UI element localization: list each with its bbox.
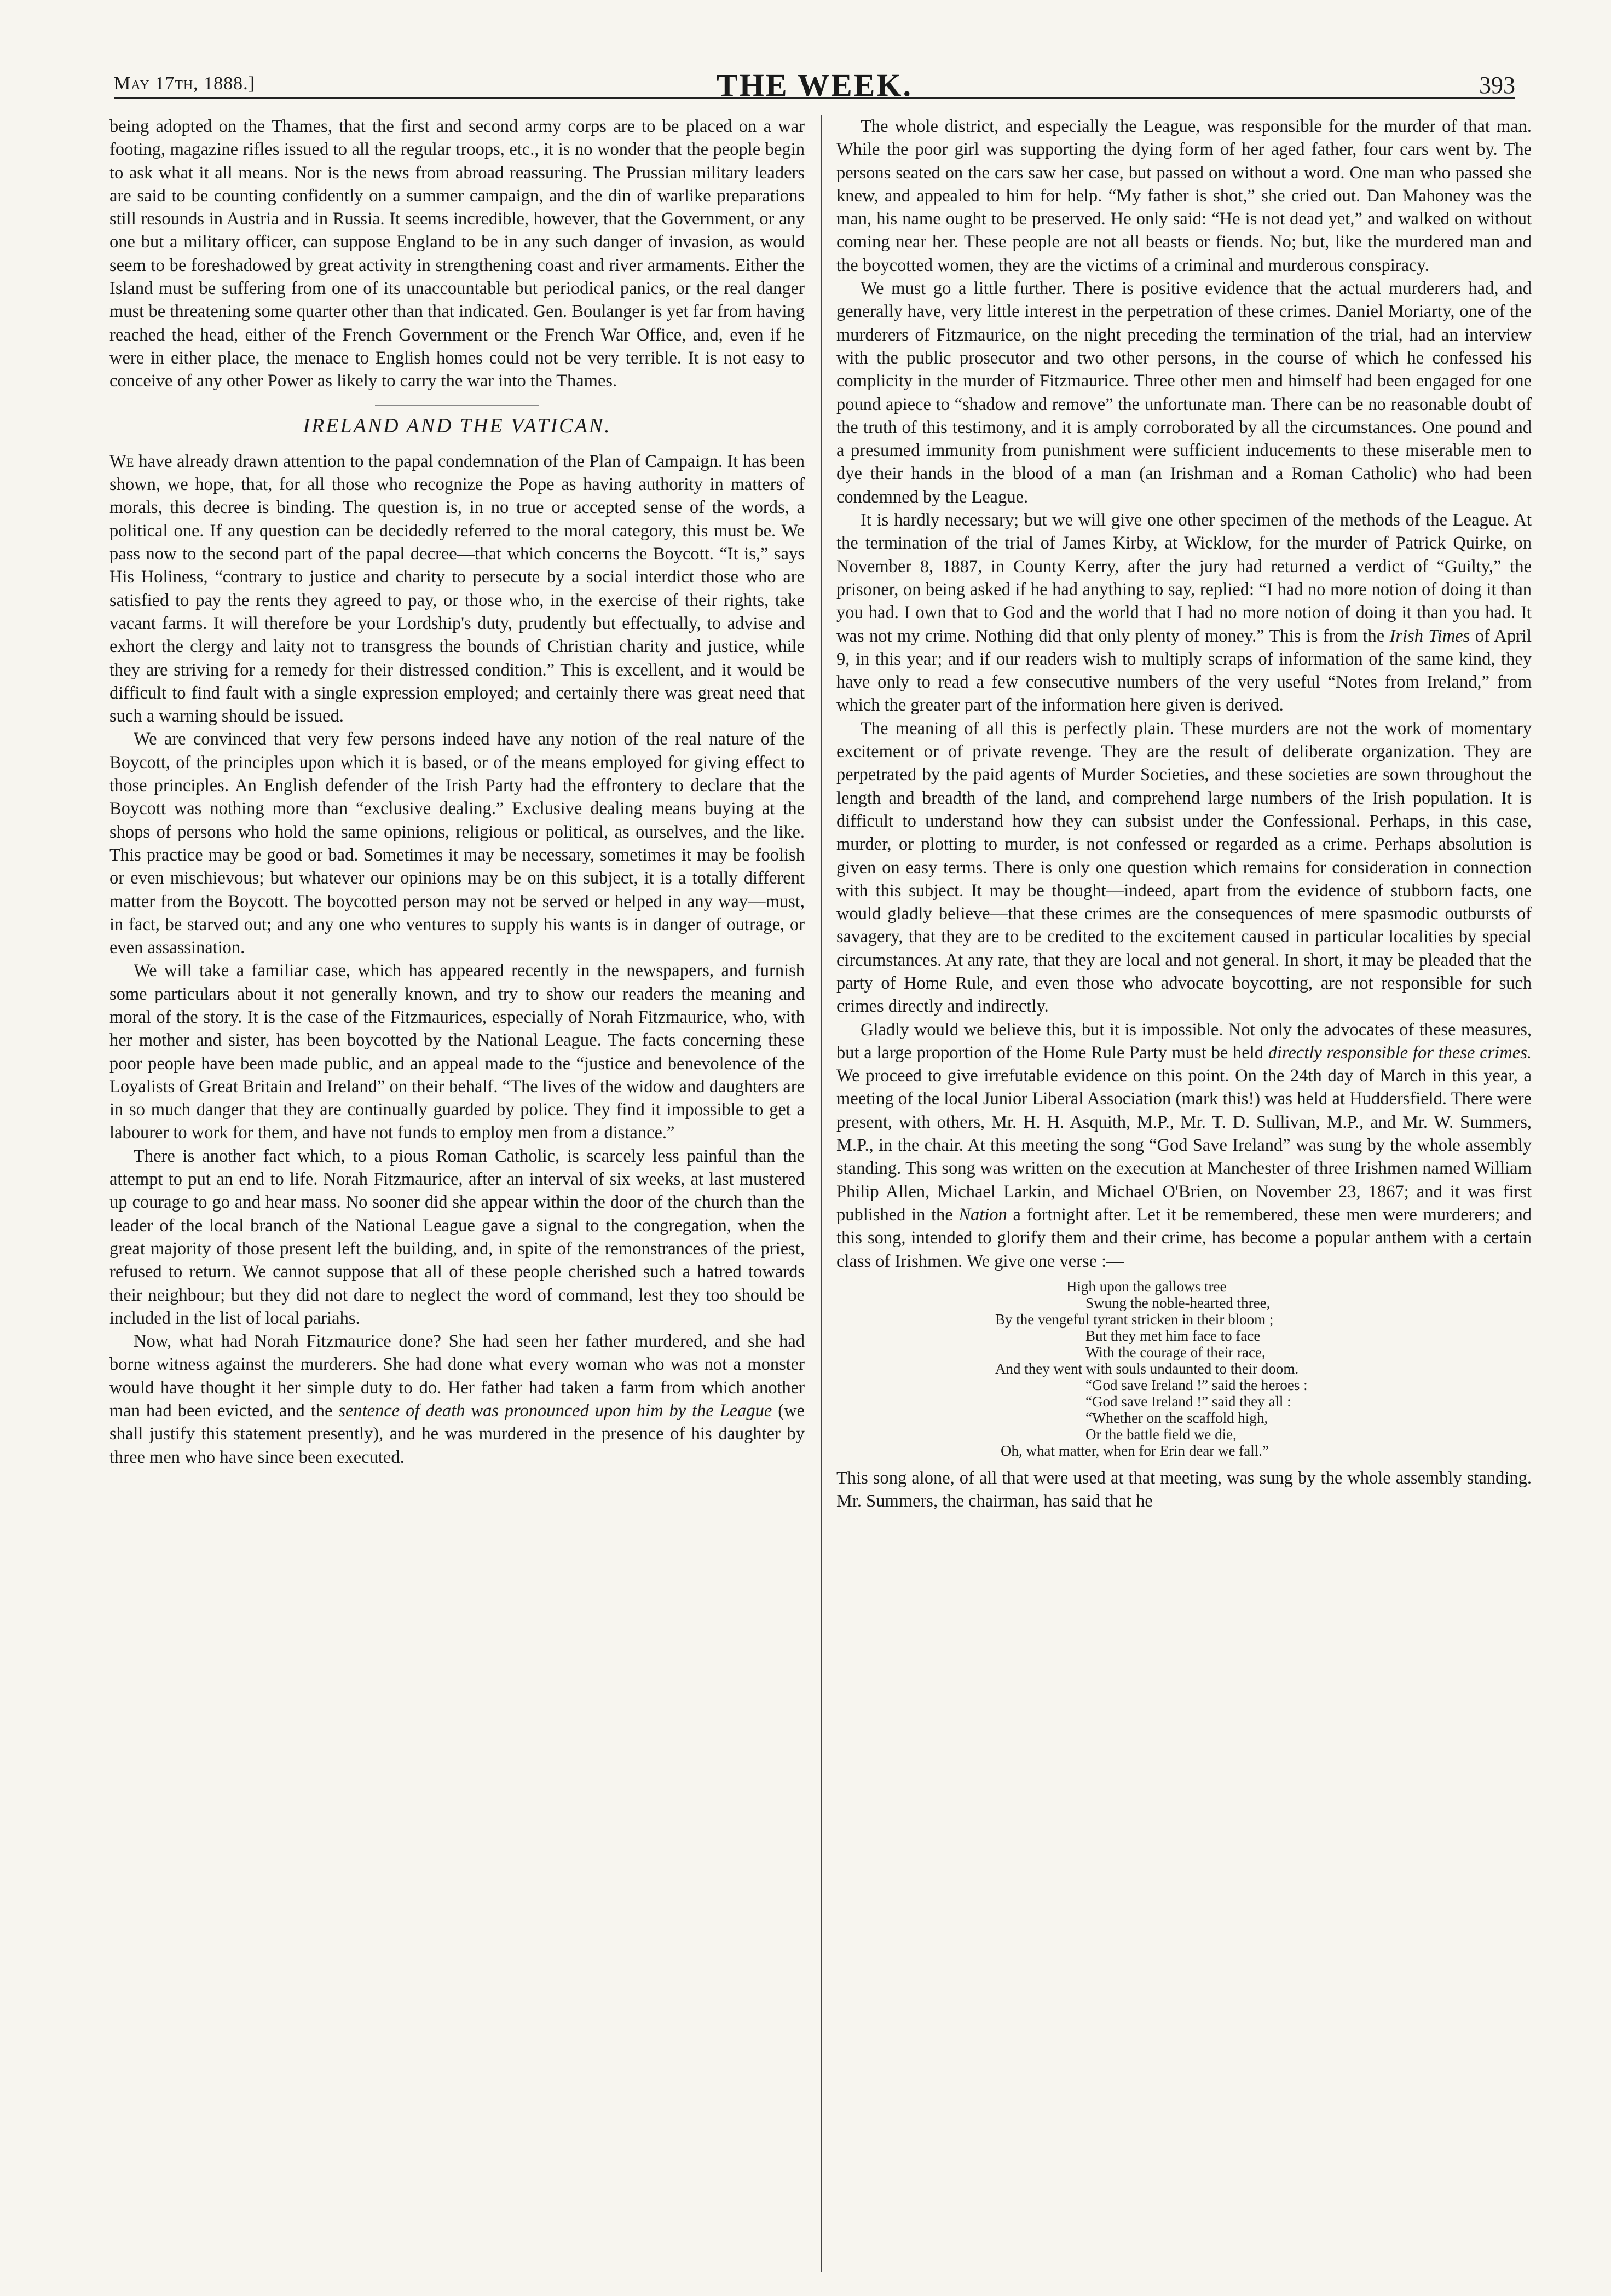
opening-word: We — [109, 451, 134, 471]
article-title: IRELAND AND THE VATICAN. — [303, 414, 611, 437]
page-header — [114, 67, 1515, 111]
article-paragraph-11: This song alone, of all that were used at that meeting, was sung by the whole assembly standing. Mr. Summers, the chairman, has said that he — [836, 1468, 1532, 1512]
verse-line: Oh, what matter, when for Erin dear we fall.” — [1001, 1442, 1269, 1459]
song-verse — [836, 1278, 1532, 1459]
verse-line: “Whether on the scaffold high, — [1085, 1409, 1268, 1426]
left-column — [109, 115, 805, 2277]
newspaper-name: Irish Times — [1389, 626, 1470, 646]
verse-line: “God save Ireland !” said the heroes : — [1085, 1376, 1308, 1393]
verse-line: “God save Ireland !” said they all : — [1085, 1393, 1291, 1410]
emphasis: directly responsible for these crimes. — [1268, 1042, 1532, 1063]
column-divider — [821, 115, 822, 2272]
continued-paragraph: being adopted on the Thames, that the first and second army corps are to be placed on a war footing, magazine rifles issued to all the regular troops, etc., it is no wonder that the people begin to ask what it all means. Nor is the news from abroad reassuring. The Prussian military leaders are said to be counting confidently on a summer campaign, and the din of warlike preparations still resounds in Austria and in Russia. It seems incredible, however, that the Government, or any one but a military officer, can suppose England to be in any such danger of invasion, as would seem to be foreshadowed by great activity in strengthening coast and river armaments. Either the Island must be suffering from one of its unaccountable but periodical panics, or the real danger must be threatening some quarter other than that indicated. Gen. Boulanger is yet far from having reached the head, either of the French Government or the French War Office, and, even if he were in either place, the menace to English homes could not be very terrible. It is not easy to conceive of any other Power as likely to carry the war into the Thames. — [109, 117, 805, 391]
verse-line: But they met him face to face — [1085, 1327, 1261, 1344]
article-paragraph-2: We are convinced that very few persons indeed have any notion of the real nature of the Boycott, of the principles upon which it is based, or of the means employed for giving effect to those principles. An English defender of the Irish Party had the effrontery to declare that the Boycott was nothing more than “exclusive dealing.” Exclusive dealing means buying at the shops of persons who hold the same opinions, religious or political, as ourselves, and the like. This practice may be good or bad. Sometimes it may be necessary, sometimes it may be foolish or even mischievous; but whatever our opinions may be on this subject, it is a totally different matter from the Boycott. The boycotted person may not be served or helped in any way—must, in fact, be starved out; and any one who ventures to supply his wants is in danger of outrage, or even assassination. — [109, 729, 805, 958]
verse-line: Or the battle field we die, — [1085, 1426, 1237, 1443]
emphasis: sentence of death was pronounced upon him by the League — [338, 1401, 772, 1421]
section-separator — [375, 405, 539, 406]
header-rule-thick — [114, 97, 1515, 99]
article-paragraph-8: It is hardly necessary; but we will give one other specimen of the methods of the League. At the termination of the trial of James Kirby, at Wicklow, for the murder of Patrick Quirke, on November 8, 1887, in County Kerry, after the jury had returned a verdict of “Guilty,” the prisoner, on being asked if he had anything to say, replied: “I had no more notion of doing it than you had. I own that to God and the world that I had no more notion of doing it than you had. It was not my crime. Nothing did that only plenty of money.” This is from the Irish Times of April 9, in this year; and if our readers wish to multiply scraps of information of the same kind, they have only to read a few consecutive numbers of the very useful “Notes from Ireland,” from which the greater part of the information here given is derived. — [836, 510, 1532, 716]
right-column — [836, 115, 1532, 2277]
verse-line: By the vengeful tyrant stricken in their bloom ; — [995, 1311, 1274, 1328]
verse-line: Swung the noble-hearted three, — [1085, 1294, 1271, 1311]
article-paragraph-9: The meaning of all this is perfectly plain. These murders are not the work of momentary excitement or of private revenge. They are the result of deliberate organization. They are perpetrated by the paid agents of Murder Societies, and these societies are sown throughout the length and breadth of the land, and comprehend large numbers of the Irish population. It is difficult to understand how they can subsist under the Confessional. Perhaps, in this case, murder, or plotting to murder, is not confessed or regarded as a crime. Perhaps absolution is given on easy terms. There is only one question which remains for consideration in connection with this subject. It may be thought—indeed, apart from the evidence of stubborn facts, one would gladly believe—that these crimes are the consequences of mere spasmodic outbursts of savagery, that they are to be credited to the excitement caused in particular localities by special circumstances. At any rate, that they are local and not general. In short, it may be pleaded that the party of Home Rule, and even those who advocate boycotting, are not responsible for such crimes directly and indirectly. — [836, 718, 1532, 1017]
article-paragraph-3: We will take a familiar case, which has appeared recently in the newspapers, and furnish some particulars about it not generally known, and try to show our readers the meaning and moral of the story. It is the case of the Fitzmaurices, especially of Norah Fitzmaurice, who, with her mother and sister, has been boycotted by the National League. The facts concerning these poor people have been made public, and an appeal made to the “justice and benevolence of the Loyalists of Great Britain and Ireland” on their behalf. “The lives of the widow and daughters are in so much danger that they are continually guarded by police. They find it impossible to get a labourer to work for them, and have not funds to employ men from a distance.” — [109, 961, 805, 1143]
article-paragraph-6: The whole district, and especially the League, was responsible for the murder of that man. While the poor girl was supporting the dying form of her aged father, four cars went by. The persons seated on the cars saw her case, but passed on without a word. One man who passed she knew, and appealed to him for help. “My father is shot,” she cried out. Dan Mahoney was the man, his name ought to be preserved. He only said: “He is not dead yet,” and walked on without coming near her. These people are not all beasts or fiends. No; but, like the murdered man and the boycotted women, they are the victims of a criminal and murderous conspiracy. — [836, 117, 1532, 275]
article-paragraph-10: Gladly would we believe this, but it is impossible. Not only the advocates of these measures, but a large proportion of the Home Rule Party must be held directly responsible for these crimes. We proceed to give irrefutable evidence on this point. On the 24th day of March in this year, a meeting of the local Junior Liberal Association (mark this!) was held at Huddersfield. There were present, with others, Mr. H. H. Asquith, M.P., Mr. T. D. Sullivan, M.P., and Mr. W. Summers, M.P., in the chair. At this meeting the song “God Save Ireland” was sung by the whole assembly standing. This song was written on the execution at Manchester of three Irishmen named William Philip Allen, Michael Larkin, and Michael O'Brien, on November 23, 1867; and it was first published in the Nation a fortnight after. Let it be remembered, these men were murderers; and this song, intended to glorify them and their crime, has become a popular anthem with a certain class of Irishmen. We give one verse :— — [836, 1019, 1532, 1271]
article-paragraph-5: Now, what had Norah Fitzmaurice done? She had seen her father murdered, and she had borne witness against the murderers. She had done what every woman who was not a monster would have thought it her simple duty to do. Her father had taken a farm from which another man had been evicted, and the sentence of death was pronounced upon him by the League (we shall justify this statement presently), and he was murdered in the presence of his daughter by three men who have since been executed. — [109, 1331, 805, 1467]
article-paragraph-7: We must go a little further. There is positive evidence that the actual murderers had, and generally have, very little interest in the perpetration of these crimes. Daniel Moriarty, one of the murderers of Fitzmaurice, on the night preceding the termination of the trial, had an interview with the public prosecutor and two other persons, in the course of which he confessed his complicity in the murder of Fitzmaurice. Three other men and himself had been engaged for one pound apiece to “shadow and remove” the unfortunate man. There can be no reasonable doubt of the truth of this testimony, and it is amply corroborated by all the circumstances. One pound and a presumed immunity from punishment were sufficient inducements to these miserable men to dye their hands in the blood of a man (an Irishman and a Roman Catholic) who had been condemned by the League. — [836, 279, 1532, 507]
header-date: May 17th, 1888.] — [114, 73, 256, 94]
verse-line: With the courage of their race, — [1085, 1343, 1266, 1360]
newspaper-name: Nation — [958, 1204, 1007, 1225]
article-paragraph-1: We have already drawn attention to the papal condemnation of the Plan of Campaign. It has been shown, we hope, that, for all those who recognize the Pope as having authority in matters of morals, this decree is binding. The question is, in no true or accepted sense of the words, a political one. If any question can be decidedly referred to the moral category, this must be. We pass now to the second part of the papal decree—that which concerns the Boycott. “It is,” says His Holiness, “contrary to justice and charity to persecute by a social interdict those who are satisfied to pay the rents they agreed to pay, or those who, in the exercise of their rights, take vacant farms. It will therefore be your Lordship's duty, prudently but effectually, to advise and exhort the clergy and laity not to transgress the bounds of Christian charity and justice, while they are striving for a remedy for their distressed condition.” This is excellent, and it would be difficult to find fault with a single expression employed; and certainly there was great need that such a warning should be issued. — [109, 451, 805, 726]
publication-title: THE WEEK. — [717, 67, 913, 103]
article-paragraph-4: There is another fact which, to a pious Roman Catholic, is scarcely less painful than the attempt to put an end to life. Norah Fitzmaurice, after an interval of six weeks, at last mustered up courage to go and hear mass. No sooner did she appear within the door of the church than the leader of the local branch of the National League gave a signal to the congregation, when the great majority of those present left the building, and, in spite of the remonstrances of the priest, refused to return. We cannot suppose that all of these people cherished such a hatred towards their neighbour; but they did not dare to neglect the word of command, lest they too should be included in the list of local pariahs. — [109, 1146, 805, 1328]
page-number: 393 — [1479, 72, 1515, 99]
verse-line: High upon the gallows tree — [1066, 1278, 1227, 1295]
verse-line: And they went with souls undaunted to their doom. — [995, 1360, 1299, 1377]
